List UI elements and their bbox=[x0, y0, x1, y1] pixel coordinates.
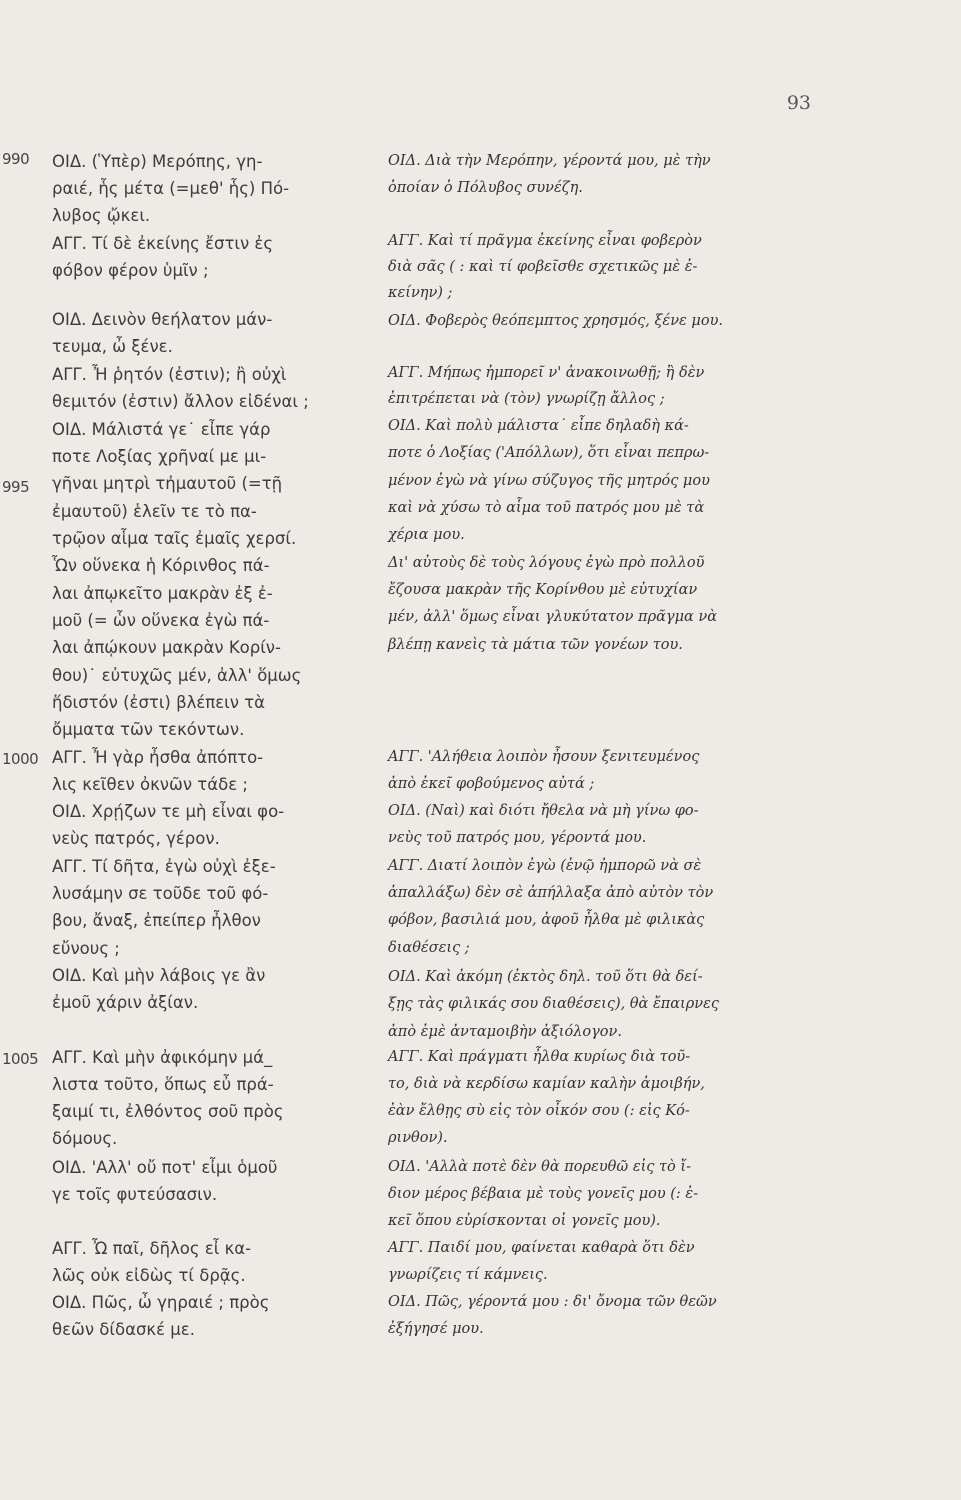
greek-text-line: τευμα, ὦ ξένε. bbox=[52, 337, 173, 356]
greek-text-line: λυβος ᾤκει. bbox=[52, 206, 151, 225]
translation-text-line: διὰ σᾶς ( : καὶ τί φοβεῖσθε σχετικῶς μὲ ἐ- bbox=[388, 259, 698, 275]
translation-text-line: ΟΙΔ. Διὰ τὴν Μερόπην, γέροντά μου, μὲ τὴν bbox=[388, 153, 711, 169]
translation-text-line: βλέπῃ κανεὶς τὰ μάτια τῶν γονέων του. bbox=[388, 637, 683, 653]
greek-text-line: ἐμαυτοῦ) ἑλεῖν τε τὸ πα- bbox=[52, 502, 257, 521]
translation-text-line: ΑΓΓ. 'Αλήθεια λοιπὸν ἦσουν ξενιτευμένος bbox=[388, 749, 700, 765]
translation-text-line: ΟΙΔ. Καὶ ἀκόμη (ἐκτὸς δηλ. τοῦ ὅτι θὰ δεί- bbox=[388, 969, 703, 985]
translation-text-line: κείνην) ; bbox=[388, 285, 453, 301]
greek-text-line: ΟΙΔ. Καὶ μὴν λάβοις γε ἂν bbox=[52, 966, 266, 985]
greek-text-line: ἐμοῦ χάριν ἀξίαν. bbox=[52, 993, 199, 1012]
translation-text-line: το, διὰ νὰ κερδίσω καμίαν καλὴν ἀμοιβήν, bbox=[388, 1076, 705, 1092]
greek-text-line: εὔνους ; bbox=[52, 939, 120, 958]
greek-text-line: θεῶν δίδασκέ με. bbox=[52, 1320, 195, 1339]
translation-text-line: ΟΙΔ. Καὶ πολὺ μάλιστα˙ εἶπε δηλαδὴ κά- bbox=[388, 418, 689, 434]
translation-text-line: νεὺς τοῦ πατρός μου, γέροντά μου. bbox=[388, 830, 647, 846]
translation-text-line: διαθέσεις ; bbox=[388, 940, 470, 956]
translation-text-line: ξῃς τὰς φιλικάς σου διαθέσεις), θὰ ἔπαιρνες bbox=[388, 996, 719, 1012]
translation-text-line: ΑΓΓ. Μήπως ἠμπορεῖ ν' ἀνακοινωθῇ; ἢ δὲν bbox=[388, 365, 705, 381]
translation-text-line: ρινθον). bbox=[388, 1130, 448, 1146]
greek-text-line: ΑΓΓ. Ἦ ῥητόν (ἐστιν); ἢ οὐχὶ bbox=[52, 365, 287, 384]
greek-text-line: νεὺς πατρός, γέρον. bbox=[52, 829, 220, 848]
greek-text-line: ΑΓΓ. Ἦ γὰρ ἦσθα ἀπόπτο- bbox=[52, 748, 264, 767]
greek-text-line: ΟΙΔ. (Ὑπὲρ) Μερόπης, γη- bbox=[52, 152, 263, 171]
translation-text-line: καὶ νὰ χύσω τὸ αἷμα τοῦ πατρός μου μὲ τὰ bbox=[388, 500, 705, 516]
greek-text-line: λυσάμην σε τοῦδε τοῦ φό- bbox=[52, 884, 269, 903]
line-number-1000: 1000 bbox=[2, 750, 39, 768]
translation-text-line: ΑΓΓ. Παιδί μου, φαίνεται καθαρὰ ὅτι δὲν bbox=[388, 1240, 695, 1256]
greek-text-line: λαι ἀπῴκουν μακρὰν Κορίν- bbox=[52, 638, 281, 657]
translation-text-line: φόβον, βασιλιά μου, ἀφοῦ ἦλθα μὲ φιλικὰς bbox=[388, 912, 705, 928]
greek-text-line: ΑΓΓ. Καὶ μὴν ἀφικόμην μά_ bbox=[52, 1048, 273, 1067]
line-number-990: 990 bbox=[2, 150, 30, 168]
translation-text-line: ΟΙΔ. Πῶς, γέροντά μου : δι' ὄνομα τῶν θεῶν bbox=[388, 1294, 717, 1310]
greek-text-line: μοῦ (= ὧν οὕνεκα ἐγὼ πά- bbox=[52, 611, 270, 630]
greek-text-line: ΑΓΓ. Ὦ παῖ, δῆλος εἶ κα- bbox=[52, 1239, 252, 1258]
greek-text-line: λῶς οὐκ εἰδὼς τί δρᾷς. bbox=[52, 1266, 246, 1285]
greek-text-line: ΟΙΔ. Χρῄζων τε μὴ εἶναι φο- bbox=[52, 802, 285, 821]
greek-text-line: λιστα τοῦτο, ὅπως εὖ πρά- bbox=[52, 1075, 274, 1094]
translation-text-line: γνωρίζεις τί κάμνεις. bbox=[388, 1267, 548, 1283]
greek-text-line: ΑΓΓ. Τί δῆτα, ἐγὼ οὐχὶ ἐξε- bbox=[52, 857, 276, 876]
greek-text-line: λις κεῖθεν ὀκνῶν τάδε ; bbox=[52, 775, 248, 794]
translation-text-line: ΟΙΔ. Φοβερὸς θεόπεμπτος χρησμός, ξένε μου. bbox=[388, 313, 723, 329]
greek-text-line: ΟΙΔ. Πῶς, ὦ γηραιέ ; πρὸς bbox=[52, 1293, 270, 1312]
translation-text-line: ΟΙΔ. 'Αλλὰ ποτὲ δὲν θὰ πορευθῶ εἰς τὸ ἴ- bbox=[388, 1159, 691, 1175]
translation-text-line: ἐπιτρέπεται νὰ (τὸν) γνωρίζῃ ἄλλος ; bbox=[388, 391, 665, 407]
greek-text-line: γε τοῖς φυτεύσασιν. bbox=[52, 1185, 218, 1204]
translation-text-line: ἀπὸ ἐκεῖ φοβούμενος αὐτά ; bbox=[388, 776, 595, 792]
translation-text-line: ΟΙΔ. (Ναὶ) καὶ διότι ἤθελα νὰ μὴ γίνω φο- bbox=[388, 803, 699, 819]
line-number-1005: 1005 bbox=[2, 1050, 39, 1068]
greek-text-line: ξαιμί τι, ἐλθόντος σοῦ πρὸς bbox=[52, 1102, 284, 1121]
translation-text-line: ἀπὸ ἐμὲ ἀνταμοιβὴν ἀξιόλογον. bbox=[388, 1024, 622, 1040]
greek-text-line: τρῷον αἷμα ταῖς ἐμαῖς χερσί. bbox=[52, 529, 297, 548]
translation-text-line: μένον ἐγὼ νὰ γίνω σύζυγος τῆς μητρός μου bbox=[388, 473, 710, 489]
translation-text-line: χέρια μου. bbox=[388, 527, 465, 543]
greek-text-line: ΑΓΓ. Τί δὲ ἐκείνης ἔστιν ἐς bbox=[52, 234, 274, 253]
greek-text-line: ὄμματα τῶν τεκόντων. bbox=[52, 720, 245, 739]
greek-text-line: ΟΙΔ. Δεινὸν θεήλατον μάν- bbox=[52, 310, 273, 329]
translation-text-line: κεῖ ὅπου εὑρίσκονται οἱ γονεῖς μου). bbox=[388, 1213, 661, 1229]
translation-text-line: ΑΓΓ. Καὶ τί πρᾶγμα ἐκείνης εἶναι φοβερὸν bbox=[388, 233, 702, 249]
greek-text-line: λαι ἀπῳκεῖτο μακρὰν ἐξ ἐ- bbox=[52, 584, 273, 603]
translation-text-line: ποτε ὁ Λοξίας ('Απόλλων), ὅτι εἶναι πεπρω- bbox=[388, 445, 710, 461]
greek-text-line: βου, ἄναξ, ἐπείπερ ἦλθον bbox=[52, 911, 261, 930]
greek-text-line: γῆναι μητρὶ τἠμαυτοῦ (=τῇ bbox=[52, 474, 283, 493]
greek-text-line: ΟΙΔ. 'Αλλ' οὔ ποτ' εἶμι ὁμοῦ bbox=[52, 1158, 278, 1177]
greek-text-line: ΟΙΔ. Μάλιστά γε˙ εἶπε γάρ bbox=[52, 420, 271, 439]
translation-text-line: μέν, ἀλλ' ὅμως εἶναι γλυκύτατον πρᾶγμα νὰ bbox=[388, 609, 718, 625]
greek-text-line: δόμους. bbox=[52, 1129, 118, 1148]
translation-text-line: διον μέρος βέβαια μὲ τοὺς γονεῖς μου (: ἐ- bbox=[388, 1186, 699, 1202]
greek-text-line: ραιέ, ἧς μέτα (=μεθ' ἧς) Πό- bbox=[52, 179, 290, 198]
translation-text-line: ὁποίαν ὁ Πόλυβος συνέζη. bbox=[388, 180, 583, 196]
greek-text-line: ἥδιστόν (ἐστι) βλέπειν τὰ bbox=[52, 693, 266, 712]
translation-text-line: ἐξήγησέ μου. bbox=[388, 1321, 484, 1337]
translation-text-line: ΑΓΓ. Διατί λοιπὸν ἐγὼ (ἐνῷ ἠμπορῶ νὰ σὲ bbox=[388, 858, 702, 874]
greek-text-line: φόβον φέρον ὑμῖν ; bbox=[52, 261, 209, 280]
greek-text-line: θου)˙ εὐτυχῶς μέν, ἀλλ' ὅμως bbox=[52, 666, 302, 685]
greek-text-line: Ὧν οὕνεκα ἡ Κόρινθος πά- bbox=[52, 556, 270, 575]
translation-text-line: ΑΓΓ. Καὶ πράγματι ἦλθα κυρίως διὰ τοῦ- bbox=[388, 1049, 691, 1065]
translation-text-line: ἔζουσα μακρὰν τῆς Κορίνθου μὲ εὐτυχίαν bbox=[388, 582, 698, 598]
line-number-995: 995 bbox=[2, 478, 30, 496]
page-number: 93 bbox=[786, 92, 811, 114]
translation-text-line: Δι' αὐτοὺς δὲ τοὺς λόγους ἐγὼ πρὸ πολλοῦ bbox=[388, 555, 705, 571]
translation-text-line: ἀπαλλάξω) δὲν σὲ ἀπήλλαξα ἀπὸ αὐτὸν τὸν bbox=[388, 885, 714, 901]
greek-text-line: θεμιτόν (ἐστιν) ἄλλον εἰδέναι ; bbox=[52, 392, 309, 411]
greek-text-line: ποτε Λοξίας χρῆναί με μι- bbox=[52, 447, 267, 466]
translation-text-line: ἐὰν ἔλθῃς σὺ εἰς τὸν οἶκόν σου (: εἰς Κό- bbox=[388, 1103, 690, 1119]
